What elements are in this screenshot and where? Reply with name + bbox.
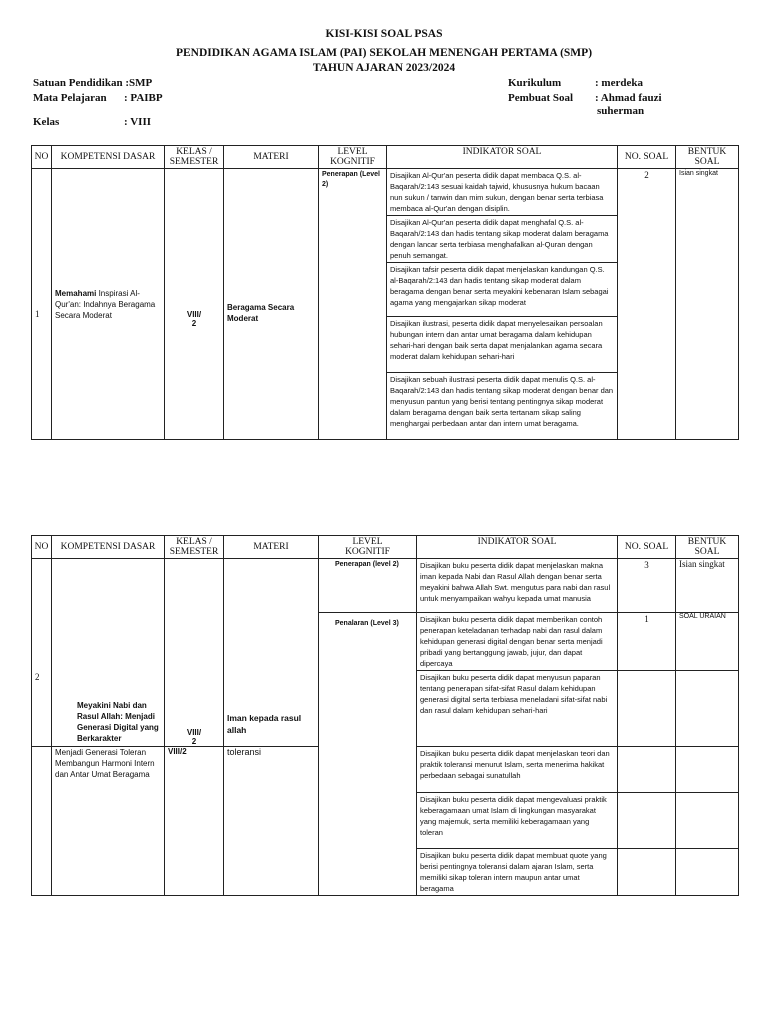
col-kelas: KELAS / SEMESTER: [165, 536, 224, 559]
kelas-value: : VIII: [124, 116, 152, 128]
indicator-cell: Disajikan buku peserta didik dapat membuat quote yang berisi pentingnya toleransi dalam ajaran Islam, serta memiliki sikap toleran intern maupun antar umat beragama: [417, 849, 618, 896]
kisi-table-1: [31, 145, 739, 440]
kisi-table-2: [31, 535, 739, 896]
doc-title: KISI-KISI SOAL PSAS: [325, 28, 443, 40]
indicator-cell: Disajikan tafsir peserta didik dapat menjelaskan kandungan Q.S. al-Baqarah/2:143 dan hadis tentang sikap moderat dalam beragama dengan benar serta meyakini kebenaran Islam sebagai agama yang mengajarkan sikap moderat: [387, 263, 618, 317]
table-row: [32, 747, 739, 793]
indicator-cell: Disajikan buku peserta didik dapat menjelaskan makna iman kepada Nabi dan Rasul Allah dengan benar serta meyakini bahwa Allah Swt. mengutus para nabi dan rasul untuk menyampaikan wahyu kepada umat manusia: [417, 559, 618, 613]
col-kelas: KELAS / SEMESTER: [165, 146, 224, 169]
indicator-cell: Disajikan sebuah ilustrasi peserta didik dapat menulis Q.S. al-Baqarah/2:143 dan hadis tentang sikap moderat dengan benar dan menyusun pantun yang berisi tentang pentingnya sikap moderat dalam beragama dengan baik serta tertanam sikap saling menghargai perbedaan antar dan intern umat beragama.: [387, 373, 618, 440]
row-kelas: VIII/ 2: [165, 169, 224, 440]
row-bentuk: Isian singkat: [676, 169, 739, 216]
row-kd: Memahami Inspirasi Al-Qur'an: Indahnya Beragama Secara Moderat: [52, 169, 165, 440]
table-header-row: [32, 146, 739, 169]
col-level: LEVEL KOGNITIF: [319, 536, 417, 559]
row-kelas-b: VIII/2: [165, 747, 224, 896]
row-nosoal-a: 3: [618, 559, 676, 613]
doc-subtitle: PENDIDIKAN AGAMA ISLAM (PAI) SEKOLAH MENENGAH PERTAMA (SMP): [175, 47, 593, 59]
col-indikator: INDIKATOR SOAL: [417, 536, 618, 559]
satuan-label: Satuan Pendidikan :: [33, 77, 129, 89]
col-no: NO: [32, 536, 52, 559]
col-bentuk: BENTUK SOAL: [676, 536, 739, 559]
row-kd-a: Meyakini Nabi dan Rasul Allah: Menjadi Generasi Digital yang Berkarakter: [52, 559, 165, 747]
row-kd-b: Menjadi Generasi Toleran Membangun Harmoni Intern dan Antar Umat Beragama: [52, 747, 165, 896]
indicator-cell: Disajikan buku peserta didik dapat menyusun paparan tentang penerapan sifat-sifat Rasul dalam kehidupan generasi digital serta terbiasa meneladani sifat-sifat nabi dan rasul dalam kehidupan sehari-hari: [417, 671, 618, 747]
kurikulum-value: : merdeka: [595, 77, 643, 89]
indicator-cell: Disajikan buku peserta didik dapat mengevaluasi praktik keberagamaan umat Islam di lingkungan masyarakat yang majemuk, serta memiliki keberagamaan yang toleran: [417, 793, 618, 849]
indicator-cell: Disajikan Al-Qur'an peserta didik dapat membaca Q.S. al-Baqarah/2:143 sesuai kaidah tajwid, khususnya hukum bacaan nun sukun / tanwin dan mim sukun, dengan benar serta terbiasa membaca al-Qur'an dengan disiplin.: [387, 169, 618, 216]
table-row: [32, 169, 739, 216]
row-level-b: Penalaran (Level 3): [319, 613, 417, 671]
indicator-cell: Disajikan buku peserta didik dapat memberikan contoh penerapan keteladanan terhadap nabi dan rasul dalam kehidupan generasi digital dengan benar serta menjadi pribadi yang bertanggung jawab, jujur, dan dapat dipercaya: [417, 613, 618, 671]
row-materi: Beragama Secara Moderat: [224, 169, 319, 440]
satuan-value: SMP: [129, 77, 153, 89]
table-header-row: [32, 536, 739, 559]
row-materi-a: Iman kepada rasul allah: [224, 559, 319, 747]
row-level-a: Penerapan (level 2): [319, 559, 417, 613]
col-bentuk: BENTUK SOAL: [676, 146, 739, 169]
kurikulum-label: Kurikulum: [508, 77, 562, 89]
doc-year: TAHUN AJARAN 2023/2024: [312, 62, 456, 74]
pembuat-label: Pembuat Soal: [508, 92, 574, 104]
col-nosoal: NO. SOAL: [618, 146, 676, 169]
mapel-label: Mata Pelajaran: [33, 92, 107, 104]
row-nosoal-b: 1: [618, 613, 676, 671]
col-nosoal: NO. SOAL: [618, 536, 676, 559]
indicator-cell: Disajikan buku peserta didik dapat menjelaskan teori dan praktik toleransi menurut Islam, serta menerima hakikat perbedaan sebagai sunatullah: [417, 747, 618, 793]
row-level: Penerapan (Level 2): [319, 169, 387, 216]
row-materi-b: toleransi: [224, 747, 319, 896]
col-kd: KOMPETENSI DASAR: [52, 536, 165, 559]
mapel-value: : PAIBP: [124, 92, 163, 104]
row-no: 2: [32, 559, 52, 747]
table-row: [32, 559, 739, 613]
col-materi: MATERI: [224, 146, 319, 169]
col-no: NO: [32, 146, 52, 169]
row-kelas-a: VIII/ 2: [165, 559, 224, 747]
kelas-label: Kelas: [33, 116, 60, 128]
col-materi: MATERI: [224, 536, 319, 559]
indicator-cell: Disajikan Al-Qur'an peserta didik dapat menghafal Q.S. al-Baqarah/2:143 dan hadis tentang sikap moderat dalam beragama dengan lancar serta terbiasa menghafalkan al-Quran dengan penuh semangat.: [387, 216, 618, 263]
indicator-cell: Disajikan ilustrasi, peserta didik dapat menyelesaikan persoalan hubungan intern dan antar umat beragama dalam kehidupan sehari-hari dengan baik serta dapat menjalankan agama secara moderat dalam kehidupan sehari-hari: [387, 317, 618, 373]
pembuat-value: : Ahmad fauzi: [595, 92, 662, 104]
row-no: 1: [32, 169, 52, 440]
col-level: LEVEL KOGNITIF: [319, 146, 387, 169]
col-indikator: INDIKATOR SOAL: [387, 146, 618, 169]
pembuat-value-line2: suherman: [597, 105, 645, 117]
col-kd: KOMPETENSI DASAR: [52, 146, 165, 169]
row-bentuk-a: Isian singkat: [676, 559, 739, 613]
row-nosoal: 2: [618, 169, 676, 216]
row-bentuk-b: SOAL URAIAN: [676, 613, 739, 671]
